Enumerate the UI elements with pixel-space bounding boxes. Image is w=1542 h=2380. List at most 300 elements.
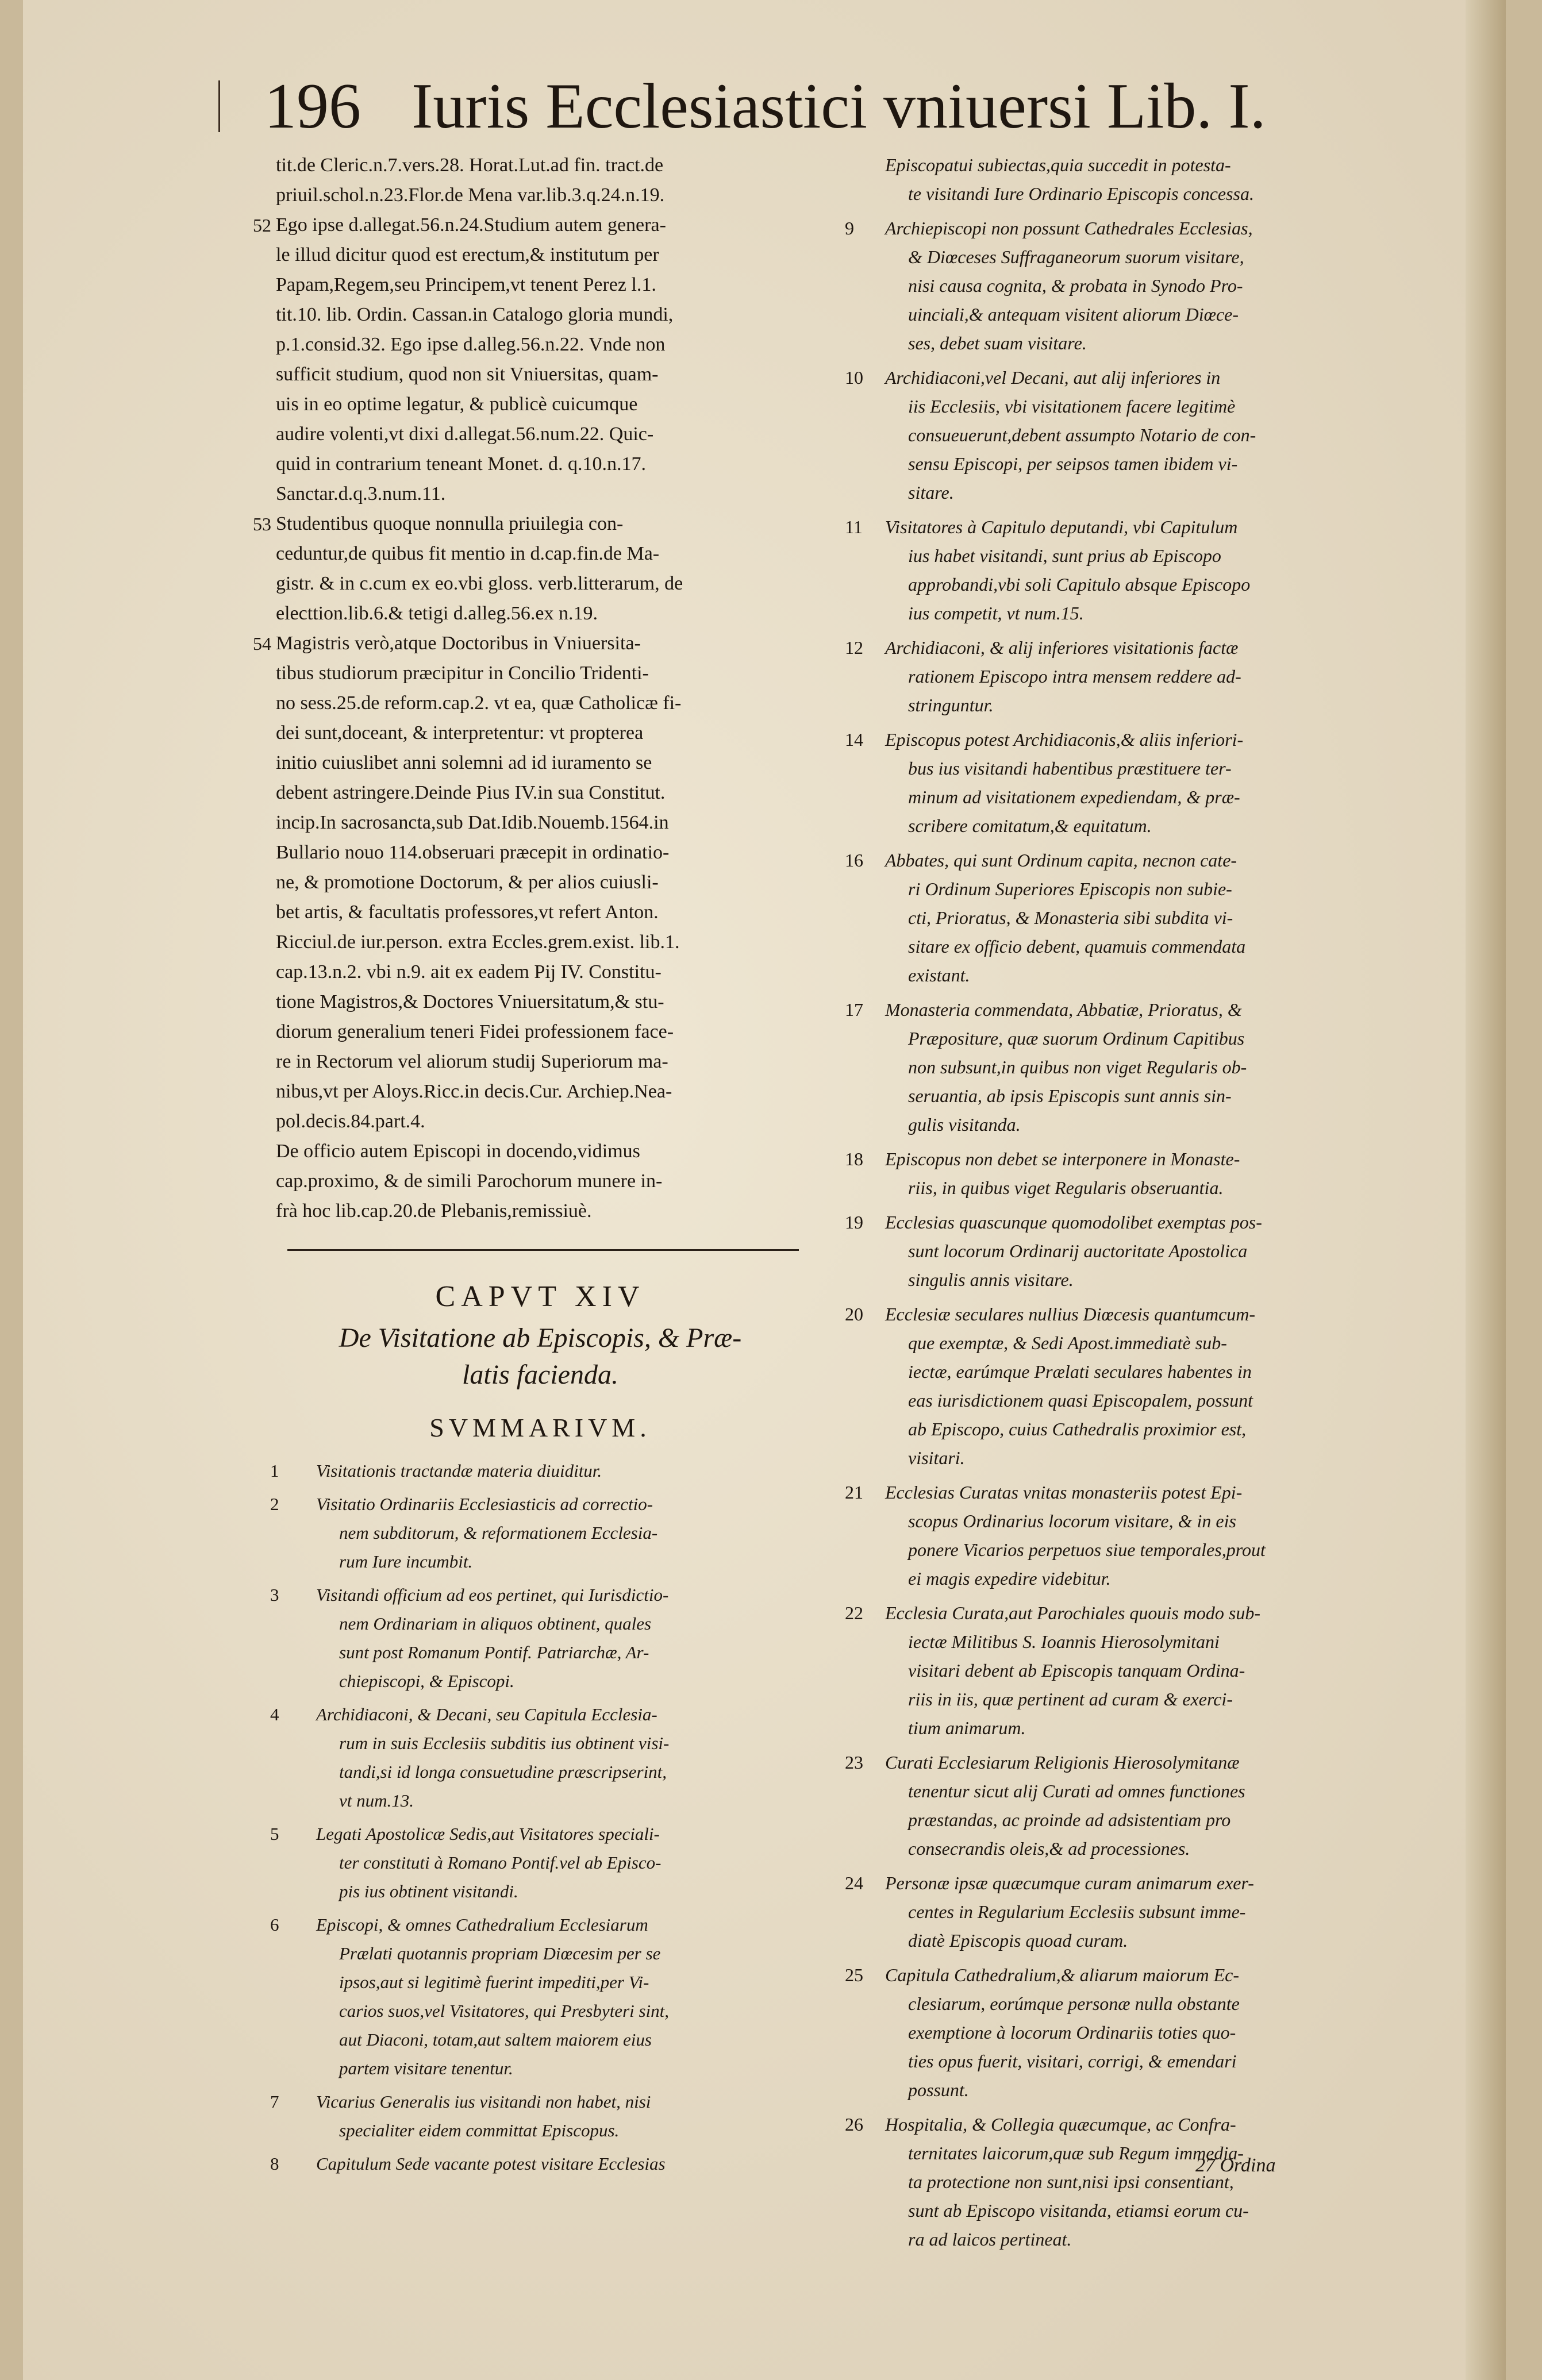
text-line [276, 778, 805, 808]
summary-number: 1 [270, 1461, 279, 1481]
summary-text: ri Ordinum Superiores Episcopis non subie- [908, 879, 1232, 899]
text-line [276, 390, 805, 419]
summary-text: ab Episcopo, cuius Cathedralis proximior est, [908, 1419, 1247, 1439]
text-line [276, 718, 805, 748]
summary-line [845, 1627, 1362, 1656]
summary-text: rum in suis Ecclesiis subditis ius obtinent visi- [339, 1733, 670, 1753]
summary-line [845, 1869, 1362, 1897]
text-line [276, 957, 805, 987]
summary-text: ta protectione non sunt,nisi ipsi consentiant, [908, 2171, 1234, 2192]
summary-list-right [845, 151, 1362, 2254]
summary-number: 16 [845, 850, 863, 871]
text-line [276, 240, 805, 270]
summary-line [845, 725, 1362, 754]
summary-line [845, 179, 1362, 208]
summary-line [276, 1997, 805, 2025]
text-line [253, 210, 805, 240]
summary-text: ius competit, vt num.15. [908, 603, 1084, 623]
summary-line [845, 783, 1362, 811]
summary-number: 8 [270, 2154, 279, 2174]
summary-text: sitare ex officio debent, quamuis commendata [908, 936, 1246, 957]
summary-text: possunt. [908, 2079, 969, 2100]
line-text: diorum generalium teneri Fidei professionem face- [276, 1021, 674, 1042]
summary-line [276, 1758, 805, 1786]
line-text: priuil.schol.n.23.Flor.de Mena var.lib.3.q.24.n.19. [276, 184, 665, 206]
summary-line [276, 2054, 805, 2083]
summary-number: 22 [845, 1603, 863, 1623]
summary-line [845, 1777, 1362, 1805]
summary-text: te visitandi Iure Ordinario Episcopis concessa. [908, 183, 1254, 204]
summary-line [845, 1053, 1362, 1081]
text-line [276, 1196, 805, 1226]
line-text: no sess.25.de reform.cap.2. vt ea, quæ Catholicæ fi- [276, 692, 682, 714]
summary-text: sitare. [908, 482, 954, 503]
summary-line [845, 1507, 1362, 1535]
summary-number: 2 [270, 1494, 279, 1514]
text-line [276, 1047, 805, 1077]
summary-text: Monasteria commendata, Abbatiæ, Prioratus, & [885, 999, 1242, 1020]
line-text: ceduntur,de quibus fit mentio in d.cap.fin.de Ma- [276, 543, 660, 564]
summary-line [845, 449, 1362, 478]
line-text: frà hoc lib.cap.20.de Plebanis,remissiuè. [276, 1200, 592, 1222]
summary-text: Visitatio Ordinariis Ecclesiasticis ad correctio- [316, 1494, 653, 1514]
summary-text: eas iurisdictionem quasi Episcopalem, possunt [908, 1390, 1253, 1411]
summary-number: 23 [845, 1752, 863, 1773]
line-text: bet artis, & facultatis professores,vt refert Anton. [276, 902, 659, 923]
summary-text: Abbates, qui sunt Ordinum capita, necnon cate- [885, 850, 1237, 871]
summary-text: visitari. [908, 1447, 965, 1468]
summary-text: aut Diaconi, totam,aut saltem maiorem eius [339, 2029, 652, 2050]
text-line [276, 1137, 805, 1166]
line-text: tione Magistros,& Doctores Vniuersitatum,& stu- [276, 991, 664, 1012]
summary-text: Episcopus potest Archidiaconis,& aliis inferiori- [885, 729, 1244, 750]
summary-text: præstandas, ac proinde ad adsistentiam pro [908, 1809, 1231, 1830]
summary-text: consecrandis oleis,& ad processiones. [908, 1838, 1190, 1859]
summary-text: nem Ordinariam in aliquos obtinent, quales [339, 1613, 652, 1634]
summary-text: Vicarius Generalis ius visitandi non habet, nisi [316, 2092, 651, 2112]
line-text: p.1.consid.32. Ego ipse d.alleg.56.n.22. Vnde non [276, 334, 666, 355]
paragraph-number: 53 [253, 514, 271, 534]
paragraph-number: 54 [253, 633, 271, 654]
summary-text: ternitates laicorum,quæ sub Regum immedia- [908, 2143, 1244, 2163]
summary-text: iis Ecclesiis, vbi visitationem facere legitimè [908, 396, 1236, 417]
summary-line [845, 300, 1362, 329]
text-line [276, 180, 805, 210]
summary-text: Personæ ipsæ quæcumque curam animarum exer- [885, 1873, 1254, 1893]
line-text: gistr. & in c.cum ex eo.vbi gloss. verb.litterarum, de [276, 573, 683, 594]
line-text: quid in contrarium teneant Monet. d. q.10.n.17. [276, 453, 646, 475]
summary-line [845, 1145, 1362, 1173]
summary-text: ius habet visitandi, sunt prius ab Episcopo [908, 545, 1221, 566]
summary-line [845, 1685, 1362, 1713]
summary-text: bus ius visitandi habentibus præstituere ter- [908, 758, 1232, 779]
summary-line [270, 1490, 805, 1519]
summary-text: diatè Episcopis quoad curam. [908, 1930, 1128, 1951]
summary-text: vt num.13. [339, 1790, 414, 1811]
summary-line [845, 2047, 1362, 2075]
summary-line [845, 1834, 1362, 1863]
text-line [253, 509, 805, 539]
summary-line [276, 1786, 805, 1815]
summary-number: 20 [845, 1304, 863, 1324]
text-line [276, 449, 805, 479]
summary-line [276, 1968, 805, 1997]
chapter-heading: CAPVT XIV [435, 1280, 645, 1313]
summary-line [845, 1328, 1362, 1357]
left-body-text [253, 151, 805, 1226]
summary-text: seruantia, ab ipsis Episcopis sunt annis sin- [908, 1085, 1232, 1106]
text-line [276, 688, 805, 718]
line-text: re in Rectorum vel aliorum studij Superiorum ma- [276, 1051, 668, 1072]
summary-text: uinciali,& antequam visitent aliorum Diœce- [908, 304, 1239, 325]
summary-text: sunt ab Episcopo visitanda, etiamsi eorum cu- [908, 2200, 1249, 2221]
text-line [276, 1107, 805, 1137]
summary-line [845, 1805, 1362, 1834]
summary-line [270, 2150, 805, 2178]
summary-line [276, 2116, 805, 2145]
summary-line [270, 1457, 805, 1485]
summary-line [270, 1820, 805, 1848]
summary-text: Capitula Cathedralium,& aliarum maiorum Ec- [885, 1965, 1239, 1985]
summary-number: 10 [845, 367, 863, 388]
summary-line [276, 1519, 805, 1547]
summary-line [845, 1897, 1362, 1926]
chapter-title-line: latis facienda. [462, 1360, 618, 1390]
line-text: tit.de Cleric.n.7.vers.28. Horat.Lut.ad fin. tract.de [276, 155, 664, 176]
line-text: cap.proximo, & de simili Parochorum munere in- [276, 1170, 663, 1192]
chapter-title-line: De Visitatione ab Episcopis, & Præ- [339, 1323, 742, 1353]
summary-text: approbandi,vbi soli Capitulo absque Episcopo [908, 574, 1251, 595]
line-text: le illud dicitur quod est erectum,& institutum per [276, 244, 659, 265]
running-title: Iuris Ecclesiastici vniuersi Lib. I. [412, 71, 1266, 142]
summary-line [845, 1713, 1362, 1742]
summary-line [845, 961, 1362, 989]
right-column [845, 151, 1362, 2254]
summary-text: Visitatores à Capitulo deputandi, vbi Capitulum [885, 517, 1238, 537]
line-text: electtion.lib.6.& tetigi d.alleg.56.ex n.19. [276, 603, 598, 624]
summary-text: specialiter eidem committat Episcopus. [339, 2120, 620, 2140]
summary-line [845, 570, 1362, 599]
summary-text: clesiarum, eorúmque personæ nulla obstante [908, 1993, 1240, 2014]
text-line [276, 1166, 805, 1196]
line-text: ne, & promotione Doctorum, & per alios cuiusli- [276, 872, 659, 893]
summary-text: consueuerunt,debent assumpto Notario de con- [908, 425, 1256, 445]
line-text: debent astringere.Deinde Pius IV.in sua Constitut. [276, 782, 666, 803]
summary-text: gulis visitanda. [908, 1114, 1021, 1135]
summary-text: Visitandi officium ad eos pertinet, qui Iurisdictio- [316, 1585, 669, 1605]
line-text: Ego ipse d.allegat.56.n.24.Studium autem genera- [276, 214, 666, 236]
summary-line [276, 1848, 805, 1877]
summary-text: Episcopatui subiectas,quia succedit in potesta- [885, 155, 1231, 175]
summary-text: tenentur sicut alij Curati ad omnes functiones [908, 1781, 1245, 1801]
summary-text: Archidiaconi, & Decani, seu Capitula Ecclesia- [316, 1704, 657, 1724]
summary-line [845, 392, 1362, 421]
summary-line [845, 1535, 1362, 1564]
text-line [276, 569, 805, 599]
summary-text: cti, Prioratus, & Monasteria sibi subdita vi- [908, 907, 1233, 928]
summary-line [276, 2025, 805, 2054]
summary-text: Archidiaconi,vel Decani, aut alij inferiores in [885, 367, 1221, 388]
summary-text: ipsos,aut si legitimè fuerint impediti,per Vi- [339, 1972, 649, 1992]
summary-text: exemptione à locorum Ordinariis toties quo- [908, 2022, 1236, 2043]
summary-line [270, 2088, 805, 2116]
summary-line [845, 1265, 1362, 1294]
text-line [276, 808, 805, 838]
summary-number: 26 [845, 2114, 863, 2135]
line-text: Magistris verò,atque Doctoribus in Vniuersita- [276, 633, 641, 654]
summary-text: Capitulum Sede vacante potest visitare Ecclesias [316, 2154, 666, 2174]
summary-number: 17 [845, 999, 863, 1020]
line-text: dei sunt,doceant, & interpretentur: vt propterea [276, 722, 644, 744]
summary-text: Archiepiscopi non possunt Cathedrales Ecclesias, [885, 218, 1253, 238]
text-line [276, 151, 805, 180]
summary-text: iectæ Militibus S. Ioannis Hierosolymitani [908, 1631, 1220, 1652]
summary-text: sensu Episcopi, per seipsos tamen ibidem vi- [908, 453, 1238, 474]
summary-line [845, 1386, 1362, 1415]
summary-text: tandi,si id longa consuetudine præscripserint, [339, 1762, 667, 1782]
line-text: uis in eo optime legatur, & publicè cuicumque [276, 394, 638, 415]
text-line [276, 898, 805, 927]
summary-text: minum ad visitationem expediendam, & præ- [908, 787, 1240, 807]
summary-line [845, 214, 1362, 242]
text-line [276, 599, 805, 629]
summary-text: Prælati quotannis propriam Diœcesim per se [339, 1943, 661, 1963]
summary-text: nisi causa cognita, & probata in Synodo Pro- [908, 275, 1243, 296]
summary-number: 7 [270, 2092, 279, 2112]
summary-text: Curati Ecclesiarum Religionis Hierosolymitanæ [885, 1752, 1240, 1773]
text-line [276, 479, 805, 509]
summary-line [845, 271, 1362, 300]
summary-line [845, 151, 1362, 179]
line-text: tit.10. lib. Ordin. Cassan.in Catalogo gloria mundi, [276, 304, 674, 325]
summary-text: ses, debet suam visitare. [908, 333, 1087, 353]
line-text: nibus,vt per Aloys.Ricc.in decis.Cur. Archiep.Nea- [276, 1081, 672, 1102]
summary-text: Ecclesia Curata,aut Parochiales quouis modo sub- [885, 1603, 1260, 1623]
summary-line [845, 478, 1362, 507]
summary-text: iectæ, earúmque Prælati seculares habentes in [908, 1361, 1252, 1382]
section-rule [287, 1249, 799, 1251]
summary-line [845, 1926, 1362, 1955]
summary-number: 4 [270, 1704, 279, 1724]
summary-text: scopus Ordinarius locorum visitare, & in eis [908, 1511, 1236, 1531]
summary-line [845, 2075, 1362, 2104]
text-line [276, 658, 805, 688]
text-line [276, 1077, 805, 1107]
summary-text: Visitationis tractandæ materia diuiditur. [316, 1461, 602, 1481]
summary-line [845, 599, 1362, 627]
summary-line [845, 541, 1362, 570]
summary-line [845, 2167, 1362, 2196]
summary-line [845, 811, 1362, 840]
summary-text: ter constituti à Romano Pontif.vel ab Episco- [339, 1853, 662, 1873]
text-line [253, 629, 805, 658]
summary-line [845, 2018, 1362, 2047]
line-text: Sanctar.d.q.3.num.11. [276, 483, 446, 505]
summary-line [845, 1208, 1362, 1237]
summary-line [845, 662, 1362, 691]
line-text: Papam,Regem,seu Principem,vt tenent Perez l.1. [276, 274, 656, 295]
summary-number: 9 [845, 218, 854, 238]
summary-line [845, 1478, 1362, 1507]
paragraph-number: 52 [253, 215, 271, 236]
summary-line [845, 1961, 1362, 1989]
summary-heading: SVMMARIVM. [429, 1413, 651, 1442]
line-text: audire volenti,vt dixi d.allegat.56.num.22. Quic- [276, 423, 654, 445]
summary-number: 24 [845, 1873, 863, 1893]
summary-line [845, 903, 1362, 932]
line-text: Studentibus quoque nonnulla priuilegia con- [276, 513, 624, 534]
summary-text: chiepiscopi, & Episcopi. [339, 1671, 514, 1691]
summary-text: Ecclesias quascunque quomodolibet exemptas pos- [885, 1212, 1262, 1233]
summary-text: ra ad laicos pertineat. [908, 2229, 1072, 2250]
summary-line [845, 2139, 1362, 2167]
line-text: tibus studiorum præcipitur in Concilio Tridenti- [276, 663, 649, 684]
summary-line [845, 1237, 1362, 1265]
summary-line [845, 1443, 1362, 1472]
summary-text: centes in Regularium Ecclesiis subsunt imme- [908, 1901, 1246, 1922]
summary-line [845, 1748, 1362, 1777]
summary-line [845, 1300, 1362, 1328]
summary-text: pis ius obtinent visitandi. [339, 1881, 518, 1901]
summary-text: Episcopus non debet se interponere in Monaste- [885, 1149, 1240, 1169]
summary-line [276, 1729, 805, 1758]
summary-line [845, 242, 1362, 271]
summary-line [845, 1415, 1362, 1443]
summary-line [270, 1911, 805, 1939]
summary-line [270, 1581, 805, 1609]
summary-line [845, 932, 1362, 961]
summary-text: que exemptæ, & Sedi Apost.immediatè sub- [908, 1333, 1227, 1353]
summary-number: 25 [845, 1965, 863, 1985]
summary-line [276, 1877, 805, 1906]
text-line [276, 838, 805, 868]
line-text: incip.In sacrosancta,sub Dat.Idib.Nouemb.1564.in [276, 812, 669, 833]
summary-text: partem visitare tenentur. [339, 2058, 513, 2078]
summary-text: singulis annis visitare. [908, 1269, 1074, 1290]
summary-number: 11 [845, 517, 863, 537]
left-column [253, 151, 805, 2178]
summary-text: rum Iure incumbit. [339, 1551, 473, 1572]
summary-line [845, 846, 1362, 875]
book-page [23, 0, 1506, 2380]
summary-number: 12 [845, 637, 863, 658]
summary-text: Ecclesias Curatas vnitas monasteriis potest Epi- [885, 1482, 1243, 1503]
text-line [276, 987, 805, 1017]
summary-text: non subsunt,in quibus non viget Regularis ob- [908, 1057, 1247, 1077]
summary-line [845, 329, 1362, 357]
summary-text: riis, in quibus viget Regularis obseruantia. [908, 1177, 1224, 1198]
summary-number: 6 [270, 1915, 279, 1935]
summary-line [276, 1667, 805, 1696]
summary-line [845, 1024, 1362, 1053]
text-line [276, 1017, 805, 1047]
summary-text: Ecclesiæ seculares nullius Diœcesis quantumcum- [885, 1304, 1256, 1324]
summary-line [845, 1656, 1362, 1685]
text-line [276, 868, 805, 898]
page-gutter [1466, 0, 1506, 2380]
summary-text: nem subditorum, & reformationem Ecclesia- [339, 1523, 658, 1543]
text-line [276, 330, 805, 360]
summary-line [276, 1638, 805, 1667]
line-text: initio cuiuslibet anni solemni ad id iuramento se [276, 752, 652, 773]
text-line [276, 270, 805, 300]
text-line [276, 419, 805, 449]
text-line [276, 748, 805, 778]
summary-text: stringuntur. [908, 695, 994, 715]
summary-text: tium animarum. [908, 1717, 1026, 1738]
summary-text: rationem Episcopo intra mensem reddere ad- [908, 666, 1241, 687]
summary-number: 18 [845, 1149, 863, 1169]
summary-line [845, 363, 1362, 392]
summary-text: Legati Apostolicæ Sedis,aut Visitatores speciali- [316, 1824, 660, 1844]
summary-line [845, 1110, 1362, 1139]
summary-number: 3 [270, 1585, 279, 1605]
summary-text: Hospitalia, & Collegia quæcumque, ac Confra- [885, 2114, 1236, 2135]
summary-text: Archidiaconi, & alij inferiores visitationis factæ [885, 637, 1239, 658]
summary-line [845, 513, 1362, 541]
summary-line [845, 1599, 1362, 1627]
summary-line [845, 1357, 1362, 1386]
chapter-title [276, 1320, 805, 1393]
summary-line [845, 875, 1362, 903]
summary-line [845, 1989, 1362, 2018]
summary-text: visitari debent ab Episcopis tanquam Ordina- [908, 1660, 1245, 1681]
summary-line [845, 1081, 1362, 1110]
summary-line [845, 754, 1362, 783]
summary-text: ponere Vicarios perpetuos siue temporales,prout [908, 1539, 1266, 1560]
line-text: De officio autem Episcopi in docendo,vidimus [276, 1141, 640, 1162]
summary-number: 14 [845, 729, 863, 750]
summary-text: ties opus fuerit, visitari, corrigi, & emendari [908, 2051, 1237, 2071]
margin-mark [218, 80, 220, 132]
summary-text: Præpositure, quæ suorum Ordinum Capitibus [908, 1028, 1245, 1049]
running-head [264, 63, 1414, 149]
summary-line [845, 2110, 1362, 2139]
summary-line [845, 421, 1362, 449]
summary-line [276, 1939, 805, 1968]
line-text: Ricciul.de iur.person. extra Eccles.grem.exist. lib.1. [276, 931, 680, 953]
line-text: sufficit studium, quod non sit Vniuersitas, quam- [276, 364, 659, 385]
summary-text: Episcopi, & omnes Cathedralium Ecclesiarum [316, 1915, 648, 1935]
summary-line [845, 691, 1362, 719]
summary-line [276, 1609, 805, 1638]
summary-line [845, 1173, 1362, 1202]
summary-line [845, 2196, 1362, 2225]
summary-text: & Diœceses Suffraganeorum suorum visitare, [908, 247, 1244, 267]
summary-line [845, 995, 1362, 1024]
line-text: Bullario nouo 114.obseruari præcepit in ordinatio- [276, 842, 670, 863]
line-text: pol.decis.84.part.4. [276, 1111, 425, 1132]
text-line [276, 927, 805, 957]
text-line [276, 539, 805, 569]
summary-text: carios suos,vel Visitatores, qui Presbyteri sint, [339, 2001, 670, 2021]
summary-line [845, 1564, 1362, 1593]
summary-text: scribere comitatum,& equitatum. [908, 815, 1152, 836]
summary-text: sunt locorum Ordinarij auctoritate Apostolica [908, 1241, 1248, 1261]
summary-list-left [270, 1457, 805, 2178]
summary-line [845, 633, 1362, 662]
summary-number: 5 [270, 1824, 279, 1844]
catchword: 27 Ordina [1195, 2155, 1276, 2176]
summary-line [270, 1700, 805, 1729]
summary-line [276, 1547, 805, 1576]
text-line [276, 300, 805, 330]
summary-text: riis in iis, quæ pertinent ad curam & exerci- [908, 1689, 1233, 1709]
summary-line [845, 2225, 1362, 2254]
text-line [276, 360, 805, 390]
summary-number: 19 [845, 1212, 863, 1233]
summary-text: existant. [908, 965, 970, 985]
